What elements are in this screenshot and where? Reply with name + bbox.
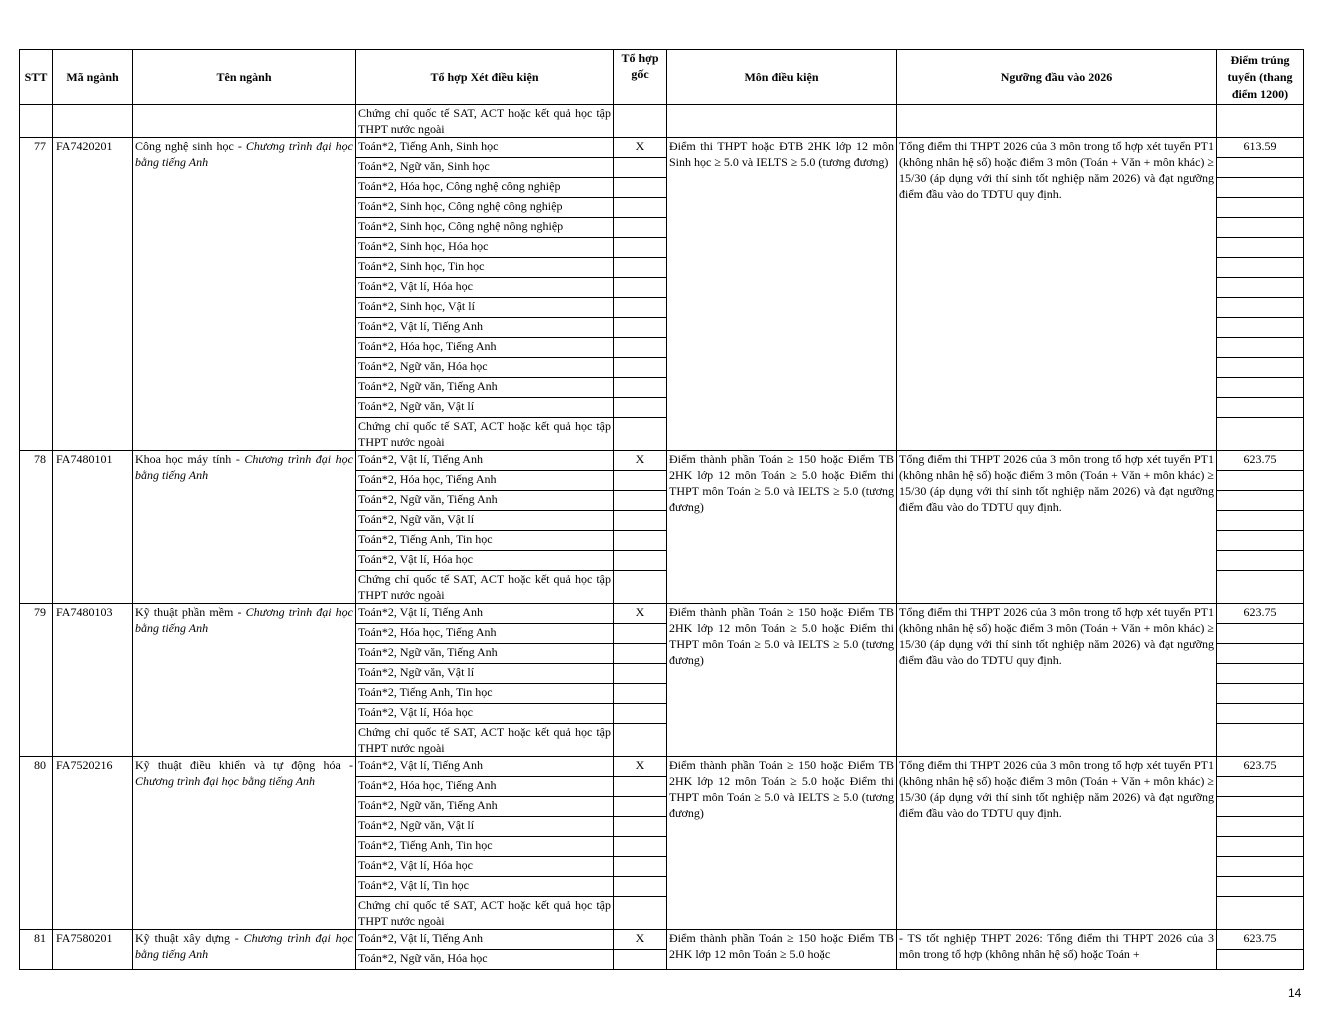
- diem-cell: [1217, 358, 1304, 378]
- diem-cell: [1217, 278, 1304, 298]
- combo-cell: Toán*2, Ngữ văn, Vật lí: [356, 511, 614, 531]
- ten-nganh-program-type: Chương trình đại học bằng tiếng Anh: [135, 931, 353, 961]
- to-hop-goc-cell: [614, 777, 667, 797]
- diem-cell: [1217, 551, 1304, 571]
- combo-cell: Toán*2, Hóa học, Tiếng Anh: [356, 624, 614, 644]
- combo-cell: Toán*2, Hóa học, Tiếng Anh: [356, 471, 614, 491]
- combo-cell: Toán*2, Tiếng Anh, Sinh học: [356, 138, 614, 158]
- mon-dieu-kien-cell: Điểm thành phần Toán ≥ 150 hoặc Điểm TB 2HK lớp 12 môn Toán ≥ 5.0 hoặc: [667, 930, 897, 970]
- ma-nganh-cell: FA7480101: [53, 451, 133, 604]
- combo-cell: Toán*2, Vật lí, Tiếng Anh: [356, 318, 614, 338]
- header-stt: STT: [20, 50, 53, 105]
- stt-cell: 78: [20, 451, 53, 604]
- combo-cell: Toán*2, Tiếng Anh, Tin học: [356, 531, 614, 551]
- stt-cell: 77: [20, 138, 53, 451]
- diem-cell: [1217, 624, 1304, 644]
- to-hop-goc-cell: [614, 511, 667, 531]
- combo-cell: Toán*2, Sinh học, Vật lí: [356, 298, 614, 318]
- to-hop-goc-cell: [614, 857, 667, 877]
- nguong-cell: Tổng điểm thi THPT 2026 của 3 môn trong tổ hợp xét tuyển PT1 (không nhân hệ số) hoặc điểm 3 môn (Toán + Văn + môn khác) ≥ 15/30 (áp dụng với thí sinh tốt nghiệp năm 2026) và đạt ngưỡng điểm đầu vào do TDTU quy định.: [897, 138, 1217, 451]
- combo-cell: Toán*2, Ngữ văn, Hóa học: [356, 950, 614, 970]
- stt-cell: 80: [20, 757, 53, 930]
- table-body: [20, 105, 1304, 970]
- to-hop-goc-cell: [614, 318, 667, 338]
- page-number: 14: [1288, 986, 1302, 1000]
- nguong-cell: Tổng điểm thi THPT 2026 của 3 môn trong tổ hợp xét tuyển PT1 (không nhân hệ số) hoặc điểm 3 môn (Toán + Văn + môn khác) ≥ 15/30 (áp dụng với thí sinh tốt nghiệp năm 2026) và đạt ngưỡng điểm đầu vào do TDTU quy định.: [897, 451, 1217, 604]
- combo-cell: Toán*2, Hóa học, Công nghệ công nghiệp: [356, 178, 614, 198]
- header-ma-nganh: Mã ngành: [53, 50, 133, 105]
- ten-nganh-program-type: Chương trình đại học bằng tiếng Anh: [135, 774, 316, 788]
- to-hop-goc-cell: [614, 684, 667, 704]
- to-hop-goc-cell: [614, 378, 667, 398]
- combo-cell: Toán*2, Ngữ văn, Sinh học: [356, 158, 614, 178]
- nguong-cell: Tổng điểm thi THPT 2026 của 3 môn trong tổ hợp xét tuyển PT1 (không nhân hệ số) hoặc điểm 3 môn (Toán + Văn + môn khác) ≥ 15/30 (áp dụng với thí sinh tốt nghiệp năm 2026) và đạt ngưỡng điểm đầu vào do TDTU quy định.: [897, 604, 1217, 757]
- to-hop-goc-cell: [614, 551, 667, 571]
- to-hop-goc-cell: X: [614, 930, 667, 950]
- combo-cell: Chứng chỉ quốc tế SAT, ACT hoặc kết quả học tập THPT nước ngoài: [356, 571, 614, 604]
- header-ten-nganh: Tên ngành: [133, 50, 356, 105]
- combo-cell: Toán*2, Hóa học, Tiếng Anh: [356, 338, 614, 358]
- ma-nganh-cell: FA7480103: [53, 604, 133, 757]
- diem-cell: [1217, 531, 1304, 551]
- combo-cell: Toán*2, Hóa học, Tiếng Anh: [356, 777, 614, 797]
- ten-nganh-cell: [133, 451, 356, 604]
- header-to-hop: Tổ hợp Xét điều kiện: [356, 50, 614, 105]
- header-diem: Điểm trúng tuyển (thang điểm 1200): [1217, 50, 1304, 105]
- header-nguong: Ngưỡng đầu vào 2026: [897, 50, 1217, 105]
- admission-table: [19, 49, 1304, 970]
- combo-cell: Toán*2, Vật lí, Hóa học: [356, 704, 614, 724]
- diem-cell: [1217, 704, 1304, 724]
- diem-cell: 623.75: [1217, 930, 1304, 950]
- combo-cell: Toán*2, Sinh học, Công nghệ nông nghiệp: [356, 218, 614, 238]
- to-hop-goc-cell: [614, 897, 667, 930]
- diem-cell: [1217, 158, 1304, 178]
- to-hop-goc-cell: X: [614, 138, 667, 158]
- combo-cell: Toán*2, Ngữ văn, Hóa học: [356, 358, 614, 378]
- ten-nganh-text: Khoa học máy tính -: [135, 452, 245, 466]
- to-hop-goc-cell: [614, 817, 667, 837]
- diem-cell: [1217, 857, 1304, 877]
- table-row: [20, 930, 1304, 950]
- diem-cell: [1217, 724, 1304, 757]
- ma-nganh-cell: FA7520216: [53, 757, 133, 930]
- mon-dieu-kien-cell: Điểm thi THPT hoặc ĐTB 2HK lớp 12 môn Sinh học ≥ 5.0 và IELTS ≥ 5.0 (tương đương): [667, 138, 897, 451]
- nguong-cell: Tổng điểm thi THPT 2026 của 3 môn trong tổ hợp xét tuyển PT1 (không nhân hệ số) hoặc điểm 3 môn (Toán + Văn + môn khác) ≥ 15/30 (áp dụng với thí sinh tốt nghiệp năm 2026) và đạt ngưỡng điểm đầu vào do TDTU quy định.: [897, 757, 1217, 930]
- combo-cell: Toán*2, Ngữ văn, Vật lí: [356, 664, 614, 684]
- to-hop-goc-cell: X: [614, 451, 667, 471]
- stt-cell: 79: [20, 604, 53, 757]
- to-hop-goc-cell: [614, 258, 667, 278]
- mon-dieu-kien-cell: Điểm thành phần Toán ≥ 150 hoặc Điểm TB 2HK lớp 12 môn Toán ≥ 5.0 hoặc Điểm thi THPT môn Toán ≥ 5.0 và IELTS ≥ 5.0 (tương đương): [667, 451, 897, 604]
- combo-cell: Toán*2, Vật lí, Tiếng Anh: [356, 930, 614, 950]
- combo-cell: Chứng chỉ quốc tế SAT, ACT hoặc kết quả học tập THPT nước ngoài: [356, 724, 614, 757]
- combo-cell: Toán*2, Vật lí, Hóa học: [356, 551, 614, 571]
- combo-cell: Chứng chỉ quốc tế SAT, ACT hoặc kết quả học tập THPT nước ngoài: [356, 418, 614, 451]
- combo-cell: Toán*2, Ngữ văn, Tiếng Anh: [356, 797, 614, 817]
- diem-cell: [1217, 797, 1304, 817]
- combo-cell: Toán*2, Ngữ văn, Tiếng Anh: [356, 644, 614, 664]
- combo-cell: Toán*2, Ngữ văn, Tiếng Anh: [356, 378, 614, 398]
- ten-nganh-cell: [133, 757, 356, 930]
- to-hop-goc-cell: [614, 704, 667, 724]
- header-mon-dieu-kien: Môn điều kiện: [667, 50, 897, 105]
- mon-dieu-kien-cell: Điểm thành phần Toán ≥ 150 hoặc Điểm TB 2HK lớp 12 môn Toán ≥ 5.0 hoặc Điểm thi THPT môn Toán ≥ 5.0 và IELTS ≥ 5.0 (tương đương): [667, 757, 897, 930]
- header-row: [20, 50, 1304, 105]
- ten-nganh-text: Kỹ thuật xây dựng -: [135, 931, 244, 945]
- diem-cell: [1217, 837, 1304, 857]
- nguong-cell: - TS tốt nghiệp THPT 2026: Tổng điểm thi THPT 2026 của 3 môn trong tổ hợp (không nhân hệ số) hoặc Toán +: [897, 930, 1217, 970]
- ma-nganh-cell: FA7580201: [53, 930, 133, 970]
- ma-nganh-cell: FA7420201: [53, 138, 133, 451]
- diem-cell: [1217, 418, 1304, 451]
- ten-nganh-program-type: Chương trình đại học bằng tiếng Anh: [135, 452, 353, 482]
- combo-cell: Toán*2, Sinh học, Tin học: [356, 258, 614, 278]
- combo-cell: Toán*2, Vật lí, Hóa học: [356, 278, 614, 298]
- to-hop-goc-cell: [614, 471, 667, 491]
- combo-cell: Toán*2, Vật lí, Tiếng Anh: [356, 757, 614, 777]
- diem-cell: 623.75: [1217, 757, 1304, 777]
- ten-nganh-cell: [133, 604, 356, 757]
- diem-cell: [1217, 198, 1304, 218]
- to-hop-goc-cell: [614, 877, 667, 897]
- diem-cell: [1217, 511, 1304, 531]
- table-row: [20, 604, 1304, 624]
- diem-cell: [1217, 338, 1304, 358]
- combo-cell: Toán*2, Ngữ văn, Vật lí: [356, 817, 614, 837]
- to-hop-goc-cell: [614, 198, 667, 218]
- to-hop-goc-cell: [614, 298, 667, 318]
- combo-cell: Toán*2, Tiếng Anh, Tin học: [356, 684, 614, 704]
- to-hop-goc-cell: [614, 664, 667, 684]
- ten-nganh-text: Kỹ thuật điều khiển và tự động hóa -: [135, 758, 353, 772]
- diem-cell: [1217, 664, 1304, 684]
- to-hop-goc-cell: [614, 238, 667, 258]
- ten-nganh-text: Công nghệ sinh học -: [135, 139, 246, 153]
- diem-cell: [1217, 298, 1304, 318]
- combo-cell: Chứng chỉ quốc tế SAT, ACT hoặc kết quả học tập THPT nước ngoài: [356, 897, 614, 930]
- diem-cell: [1217, 644, 1304, 664]
- combo-cell: Toán*2, Vật lí, Tiếng Anh: [356, 451, 614, 471]
- combo-cell: Toán*2, Vật lí, Tiếng Anh: [356, 604, 614, 624]
- to-hop-goc-cell: [614, 837, 667, 857]
- combo-cell: Toán*2, Ngữ văn, Vật lí: [356, 398, 614, 418]
- to-hop-goc-cell: [614, 278, 667, 298]
- diem-cell: [1217, 491, 1304, 511]
- to-hop-goc-cell: [614, 218, 667, 238]
- diem-cell: [1217, 950, 1304, 970]
- ten-nganh-cell: [133, 930, 356, 970]
- to-hop-goc-cell: [614, 358, 667, 378]
- diem-cell: [1217, 258, 1304, 278]
- to-hop-goc-cell: [614, 724, 667, 757]
- to-hop-goc-cell: [614, 531, 667, 551]
- diem-cell: [1217, 398, 1304, 418]
- ten-nganh-program-type: Chương trình đại học bằng tiếng Anh: [135, 139, 354, 169]
- ten-nganh-cell: [133, 138, 356, 451]
- to-hop-goc-cell: [614, 338, 667, 358]
- table-row: [20, 138, 1304, 158]
- to-hop-goc-cell: [614, 797, 667, 817]
- header-to-hop-goc: Tổ hợp gốc: [614, 50, 667, 105]
- diem-cell: [1217, 178, 1304, 198]
- combo-cell: Toán*2, Vật lí, Hóa học: [356, 857, 614, 877]
- diem-cell: [1217, 218, 1304, 238]
- stt-cell: 81: [20, 930, 53, 970]
- to-hop-goc-cell: [614, 491, 667, 511]
- diem-cell: [1217, 238, 1304, 258]
- diem-cell: [1217, 571, 1304, 604]
- diem-cell: [1217, 877, 1304, 897]
- diem-cell: 613.59: [1217, 138, 1304, 158]
- combo-cell: Chứng chỉ quốc tế SAT, ACT hoặc kết quả học tập THPT nước ngoài: [356, 105, 614, 138]
- mon-dieu-kien-cell: Điểm thành phần Toán ≥ 150 hoặc Điểm TB 2HK lớp 12 môn Toán ≥ 5.0 hoặc Điểm thi THPT môn Toán ≥ 5.0 và IELTS ≥ 5.0 (tương đương): [667, 604, 897, 757]
- to-hop-goc-cell: [614, 418, 667, 451]
- table-row: [20, 757, 1304, 777]
- combo-cell: Toán*2, Sinh học, Công nghệ công nghiệp: [356, 198, 614, 218]
- to-hop-goc-cell: X: [614, 757, 667, 777]
- to-hop-goc-cell: [614, 644, 667, 664]
- to-hop-goc-cell: [614, 624, 667, 644]
- diem-cell: 623.75: [1217, 604, 1304, 624]
- to-hop-goc-cell: [614, 950, 667, 970]
- ten-nganh-text: Kỹ thuật phần mềm -: [135, 605, 246, 619]
- diem-cell: [1217, 318, 1304, 338]
- combo-cell: Toán*2, Ngữ văn, Tiếng Anh: [356, 491, 614, 511]
- combo-cell: Toán*2, Tiếng Anh, Tin học: [356, 837, 614, 857]
- diem-cell: 623.75: [1217, 451, 1304, 471]
- to-hop-goc-cell: [614, 398, 667, 418]
- diem-cell: [1217, 777, 1304, 797]
- diem-cell: [1217, 684, 1304, 704]
- diem-cell: [1217, 817, 1304, 837]
- to-hop-goc-cell: [614, 158, 667, 178]
- diem-cell: [1217, 378, 1304, 398]
- table-row: [20, 451, 1304, 471]
- combo-cell: Toán*2, Sinh học, Hóa học: [356, 238, 614, 258]
- to-hop-goc-cell: [614, 571, 667, 604]
- carry-row: [20, 105, 1304, 138]
- to-hop-goc-cell: X: [614, 604, 667, 624]
- ten-nganh-program-type: Chương trình đại học bằng tiếng Anh: [135, 605, 353, 635]
- to-hop-goc-cell: [614, 178, 667, 198]
- diem-cell: [1217, 471, 1304, 491]
- combo-cell: Toán*2, Vật lí, Tin học: [356, 877, 614, 897]
- diem-cell: [1217, 897, 1304, 930]
